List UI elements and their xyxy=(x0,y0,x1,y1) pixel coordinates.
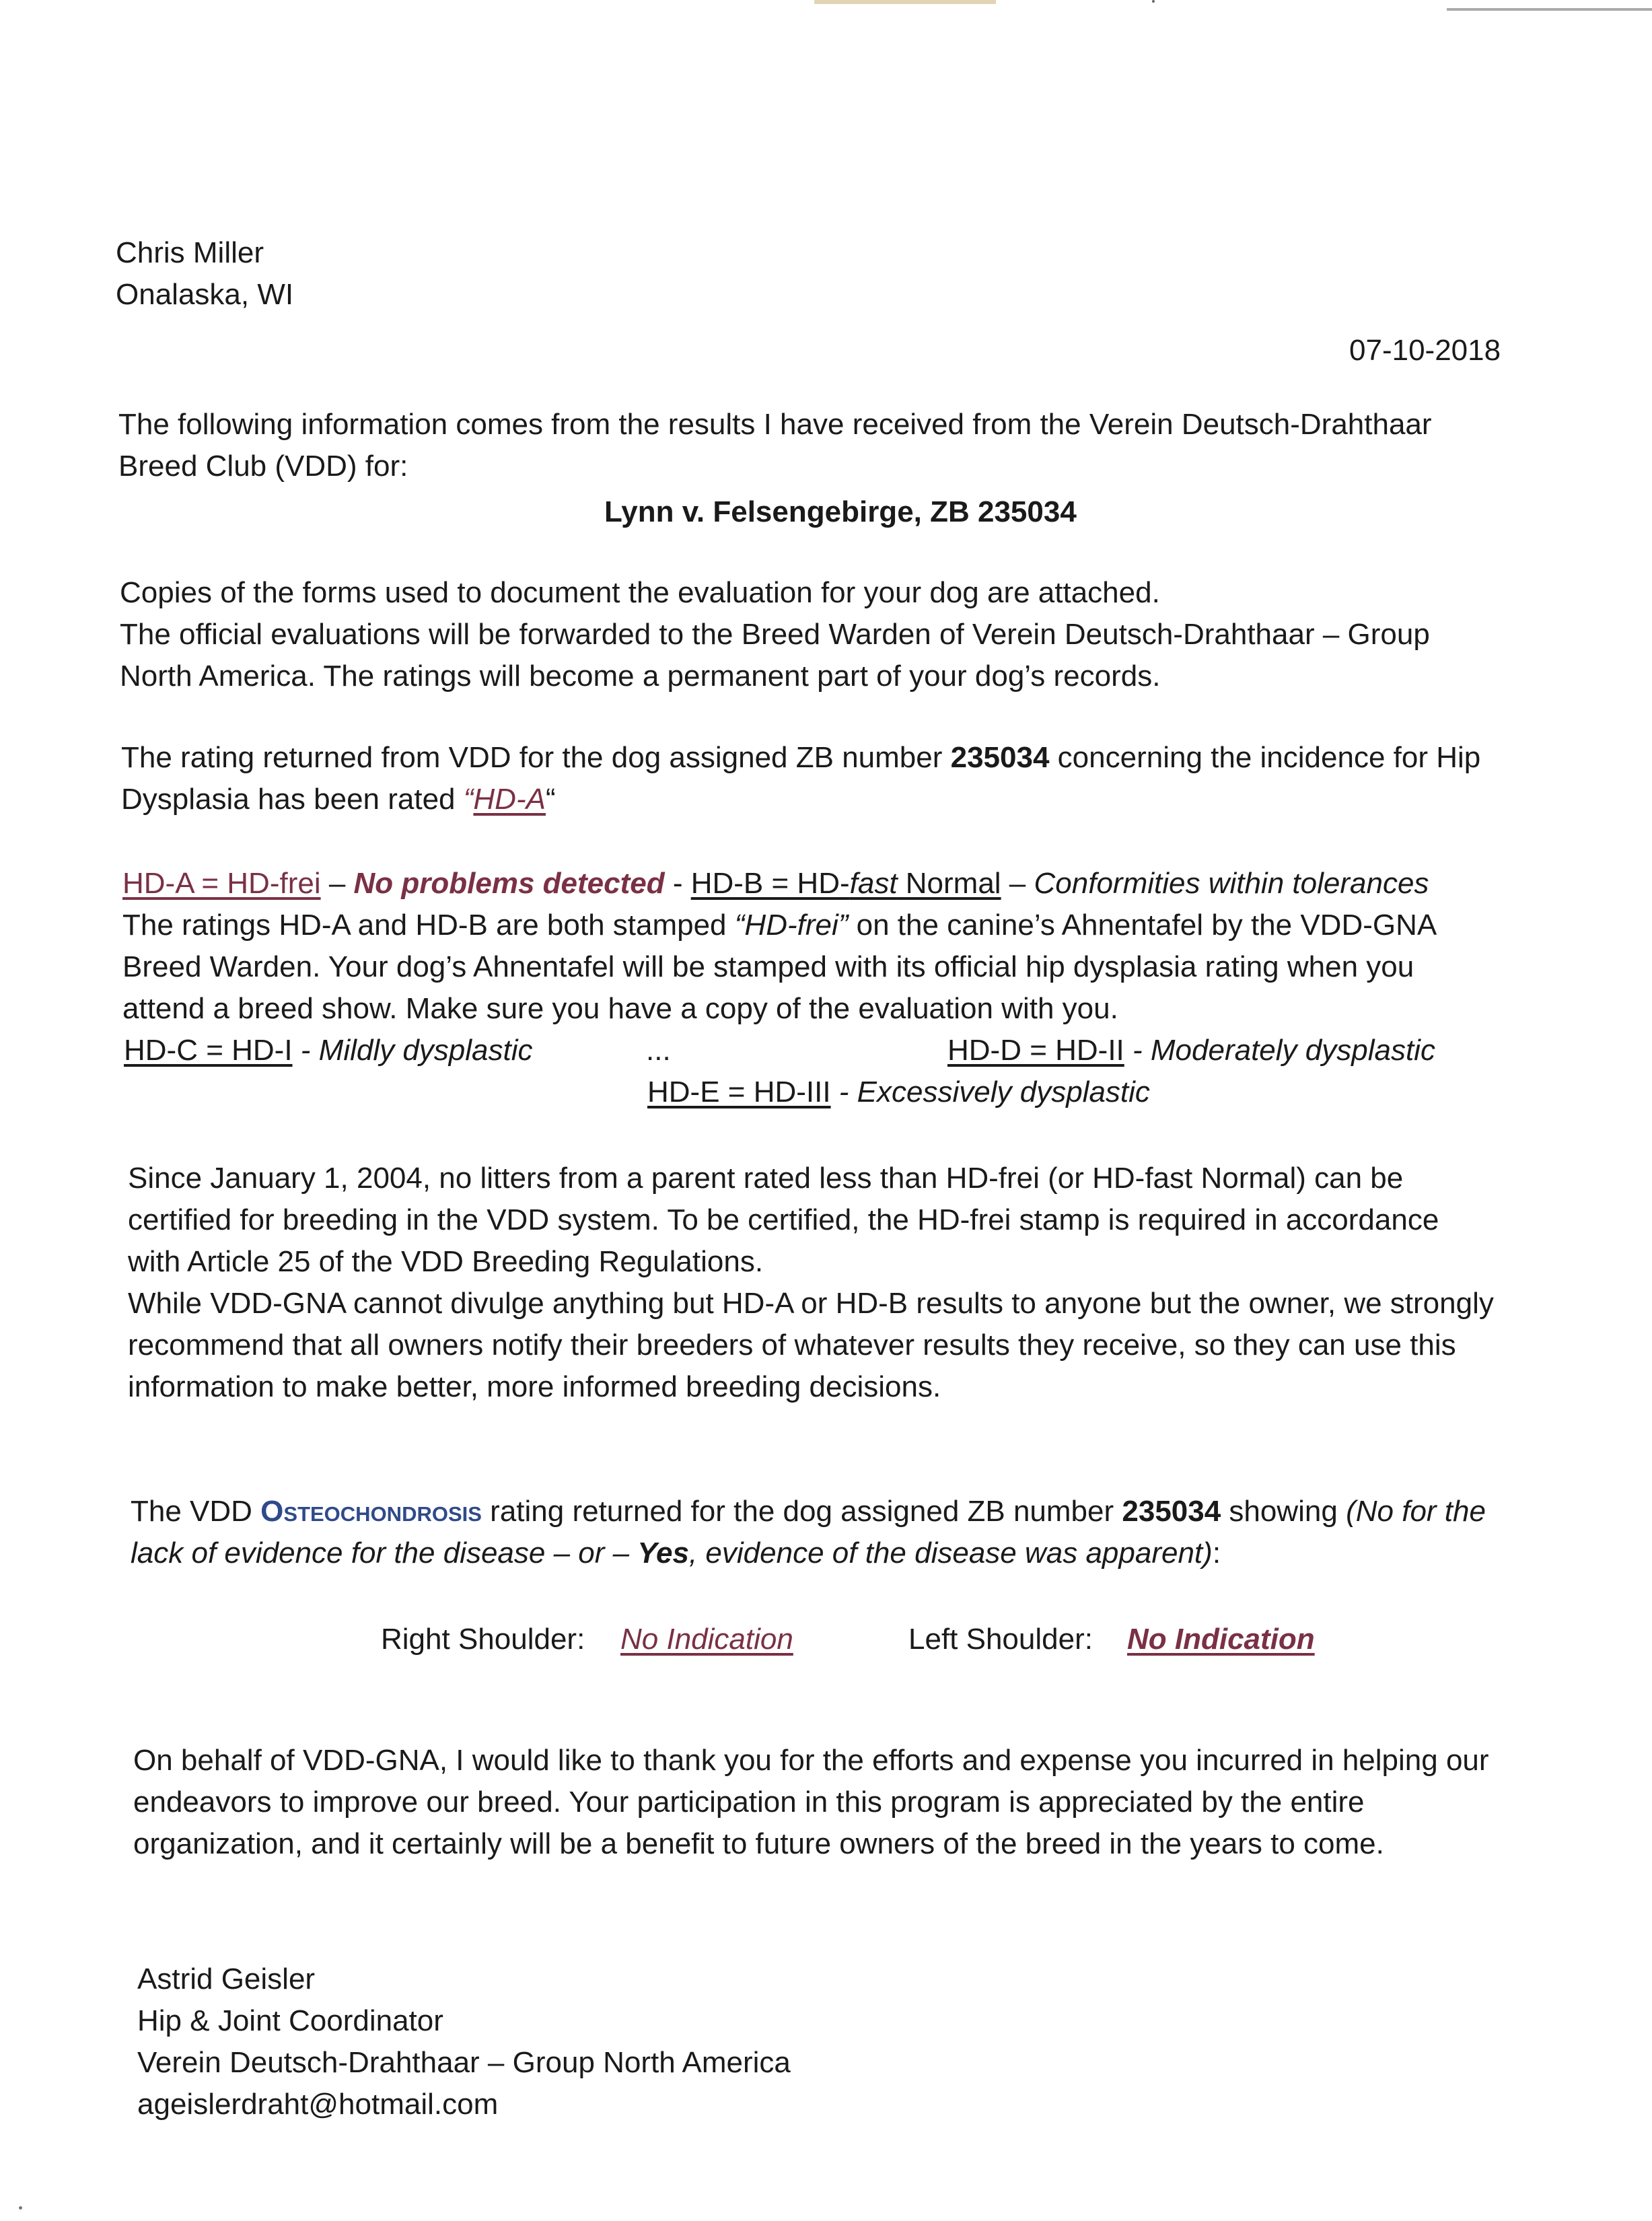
hdb-label xyxy=(691,867,1001,900)
osteo-paren-1: (No for the xyxy=(1346,1495,1486,1528)
hd-scale-separator: - xyxy=(664,867,691,900)
hd-rating-line-1-pre: The rating returned from VDD for the dog assigned ZB number xyxy=(121,741,951,774)
copies-line-2: The official evaluations will be forwarded to the Breed Warden of Verein Deutsch-Drahthaar – Group xyxy=(120,618,1430,651)
hdb-label-fast: fast xyxy=(849,867,898,900)
hdd-description: - Moderately dysplastic xyxy=(1124,1034,1435,1067)
hd-rating-close-quote: “ xyxy=(545,783,556,816)
thanks-paragraph xyxy=(133,1740,1489,1865)
intro-line-2: Breed Club (VDD) for: xyxy=(118,450,408,483)
hdc-entry xyxy=(124,1030,533,1071)
copies-line-1: Copies of the forms used to document the evaluation for your dog are attached. xyxy=(120,576,1160,609)
since-line-4: While VDD-GNA cannot divulge anything but HD-A or HD-B results to anyone but the owner, we strongly xyxy=(128,1287,1494,1320)
since-line-5: recommend that all owners notify their breeders of whatever results they receive, so they can use this xyxy=(128,1329,1456,1362)
signature-block xyxy=(137,1959,791,2125)
intro-paragraph xyxy=(118,404,1432,487)
osteo-mid: rating returned for the dog assigned ZB number xyxy=(481,1495,1122,1528)
thanks-line-1: On behalf of VDD-GNA, I would like to thank you for the efforts and expense you incurred in helping our xyxy=(133,1744,1489,1777)
hd-scale-line-4: attend a breed show. Make sure you have a copy of the evaluation with you. xyxy=(122,992,1118,1025)
dog-name: Lynn v. Felsengebirge, ZB 235034 xyxy=(604,495,1077,528)
hde-label: HD-E = HD-III xyxy=(647,1076,831,1108)
right-shoulder-label: Right Shoulder: xyxy=(381,1623,585,1656)
hd-rating-line-2 xyxy=(121,779,1480,820)
hdb-description: Conformities within tolerances xyxy=(1034,867,1429,900)
thanks-line-3: organization, and it certainly will be a benefit to future owners of the breed in the years to come. xyxy=(133,1827,1384,1860)
sender-location: Onalaska, WI xyxy=(116,278,294,311)
breeding-rules-paragraph xyxy=(128,1158,1494,1408)
osteo-line-2-end: : xyxy=(1212,1537,1221,1570)
right-shoulder-value: No Indication xyxy=(620,1623,793,1656)
copies-paragraph xyxy=(120,572,1430,697)
signature-email: ageislerdraht@hotmail.com xyxy=(137,2088,499,2121)
hdb-dash: – xyxy=(1001,867,1034,900)
hdd-label: HD-D = HD-II xyxy=(947,1034,1124,1067)
osteo-line-2 xyxy=(131,1532,1486,1574)
hde-entry xyxy=(647,1071,1150,1113)
hd-rating-line-1 xyxy=(121,737,1480,779)
hd-ellipsis: ... xyxy=(646,1034,671,1067)
signature-title: Hip & Joint Coordinator xyxy=(137,2004,443,2037)
since-line-6: information to make better, more informed breeding decisions. xyxy=(128,1370,941,1403)
sender-block xyxy=(116,232,293,316)
hd-rating-line-2-pre: Dysplasia has been rated xyxy=(121,783,464,816)
osteo-line-2-pre: lack of evidence for the disease – or – xyxy=(131,1537,638,1570)
hd-rating-zb: 235034 xyxy=(950,741,1050,774)
hd-rating-value: HD-A xyxy=(473,783,546,816)
since-line-2: certified for breeding in the VDD system. To be certified, the HD-frei stamp is required in accordance xyxy=(128,1203,1439,1236)
signature-name: Astrid Geisler xyxy=(137,1963,316,1996)
hd-stamp-pre: The ratings HD-A and HD-B are both stamped xyxy=(122,909,735,942)
since-line-3: with Article 25 of the VDD Breeding Regulations. xyxy=(128,1245,764,1278)
left-shoulder-label: Left Shoulder: xyxy=(908,1623,1093,1656)
hd-stamp-word: “HD-frei” xyxy=(734,909,849,942)
hda-dash: – xyxy=(320,867,354,900)
hd-scale-block xyxy=(122,863,1437,1030)
signature-org: Verein Deutsch-Drahthaar – Group North America xyxy=(137,2046,791,2079)
hd-stamp-line xyxy=(122,905,1437,946)
hdc-description: - Mildly dysplastic xyxy=(292,1034,533,1067)
osteo-zb: 235034 xyxy=(1122,1495,1221,1528)
osteochondrosis-paragraph xyxy=(131,1491,1486,1574)
hd-scale-line-1 xyxy=(122,863,1437,905)
hda-label: HD-A = HD-frei xyxy=(122,867,321,900)
hd-stamp-post: on the canine’s Ahnentafel by the VDD-GNA xyxy=(848,909,1437,942)
osteo-line-1 xyxy=(131,1491,1486,1532)
osteo-post: showing xyxy=(1221,1495,1346,1528)
since-line-1: Since January 1, 2004, no litters from a parent rated less than HD-frei (or HD-fast Normal) can be xyxy=(128,1162,1404,1195)
hd-rating-open-quote: “ xyxy=(463,783,474,816)
sender-name: Chris Miller xyxy=(116,236,264,269)
osteo-term: Osteochondrosis xyxy=(260,1495,482,1528)
osteo-line-2-post: , evidence of the disease was apparent) xyxy=(688,1537,1213,1570)
hdd-entry xyxy=(947,1030,1435,1071)
hd-rating-line-1-post: concerning the incidence for Hip xyxy=(1049,741,1481,774)
osteo-line-2-yes: Yes xyxy=(637,1537,689,1570)
hd-scale-line-3: Breed Warden. Your dog’s Ahnentafel will be stamped with its official hip dysplasia rating when you xyxy=(122,950,1414,983)
hde-description: - Excessively dysplastic xyxy=(830,1076,1150,1108)
left-shoulder-value: No Indication xyxy=(1127,1623,1315,1656)
osteo-pre: The VDD xyxy=(131,1495,261,1528)
hdb-label-pre: HD-B = HD- xyxy=(690,867,850,900)
hdc-label: HD-C = HD-I xyxy=(124,1034,293,1067)
letter-date: 07-10-2018 xyxy=(1349,334,1501,367)
intro-line-1: The following information comes from the results I have received from the Verein Deutsch-Drahthaar xyxy=(118,408,1432,441)
thanks-line-2: endeavors to improve our breed. Your participation in this program is appreciated by the entire xyxy=(133,1786,1365,1819)
hdb-label-post: Normal xyxy=(897,867,1001,900)
hd-rating-paragraph xyxy=(121,737,1480,820)
copies-line-3: North America. The ratings will become a permanent part of your dog’s records. xyxy=(120,660,1161,693)
hda-description: No problems detected xyxy=(353,867,665,900)
